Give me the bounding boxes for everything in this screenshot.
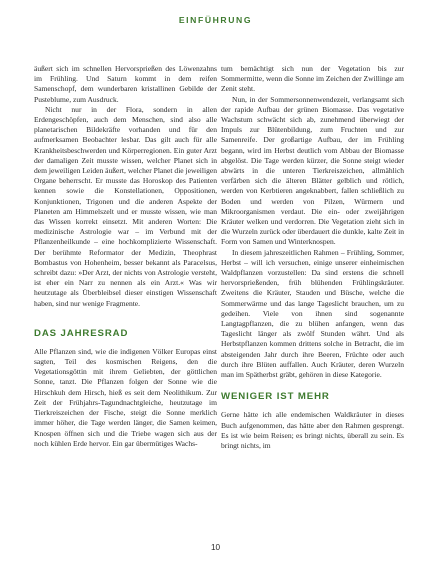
paragraph: In diesem jahreszeitlichen Rahmen – Frühling, Sommer, Herbst – will ich versuchen, einige unserer einheimischen Waldpflanzen vorzustellen: Da sind erstens die schnell hervorsprießenden, früh blühenden Frühlingskräuter. Zweitens die Kräuter, Stauden und Büsche, welche die Sommerwärme und das lange Tageslicht brauchen, um zu gedeihen. Viele von ihnen sind sogenannte Langtagpflanzen, die zu blühen anfangen, wenn das Tageslicht länger als zwölf Stunden währt. Und als Herbstpflanzen kommen drittens solche in Betracht, die im absteigenden Jahr durch ihre Beeren, Früchte oder auch durch ihre Blüten auffallen. Auch Kräuter, deren Wurzeln man im Spätherbst gräbt, gehören in diese Kategorie. — [221, 247, 404, 380]
paragraph: äußert sich im schnellen Hervorsprießen des Löwenzahns im Frühling. Und Saturn kommt in dem reifen Samenschopf, dem wunderbaren kristallinen Gebilde der Pusteblume, zum Ausdruck. — [34, 64, 217, 104]
paragraph: Gerne hätte ich alle endemischen Waldkräuter in dieses Buch aufgenommen, das hätte aber den Rahmen gesprengt. Es ist wie beim Reisen; es bringt nichts, überall zu sein. Es bringt nichts, im — [221, 410, 404, 450]
running-head: EINFÜHRUNG — [178, 15, 253, 25]
page-number: 10 — [210, 543, 221, 552]
section-heading-weniger-ist-mehr: WENIGER IST MEHR — [221, 391, 330, 403]
paragraph: Nicht nur in der Flora, sondern in allen Erdengeschöpfen, auch dem Menschen, sind also alle planetarischen Bildekräfte vorhanden und für den aufmerksamen Beobachter lesbar. Das gilt auch für alle Krankheitsbeschwerden und Körperregionen. Ein guter Arzt der damaligen Zeit musste wissen, welcher Planet sich in dem jeweiligen Leiden äußert, welcher Planet die jeweiligen Organe beherrscht. Er musste das Horoskop des Patienten kennen sowie die Konstellationen, Oppositionen, Konjunktionen, Trigonen und die anderen Aspekte der Planeten am Himmelszelt und er musste wissen, wie man das Wissen korrekt einsetzt. Mit anderen Worten: Die medizinische Astrologie war – im Verbund mit der Pflanzenheilkunde – eine hochkomplizierte Wissenschaft. Der berühmte Reformator der Medizin, Theophrast Bombastus von Hohenheim, besser bekannt als Paracelsus, schreibt dazu: »Der Arzt, der nichts von Astrologie versteht, ist eher ein Narr zu nennen als ein Arzt.« Was wir heutzutage als Überbleibsel dieser einstigen Wissenschaft haben, sind nur wenige Fragmente. — [34, 104, 217, 308]
paragraph: Nun, in der Sommersonnenwendezeit, verlangsamt sich der rapide Aufbau der grünen Biomasse. Das vegetative Wachstum schwächt sich ab, zunehmend überwiegt der Impuls zur Blütenbildung, zum Fruchten und zur Samenreife. Der großartige Aufbau, der im Frühling begann, wird im Herbst deutlich vom Abbau der Biomasse abgelöst. Die Tage werden kürzer, die Sonne steigt wieder abwärts in die unteren Tierkreiszeichen, allmählich verfärben sich die älteren Blätter gelblich und rötlich, werden von Kerbtieren angeknabbert, fallen schließlich zu Boden und werden von Pilzen, Würmern und Mikroorganismen verdaut. Die ein- oder zweijährigen Kräuter welken und verdorren. Die Vegetation zieht sich in die Wurzeln zurück oder überdauert die dunkle, kalte Zeit in Form von Samen und Winterknospen. — [221, 94, 404, 247]
paragraph: tum bemächtigt sich nun der Vegetation bis zur Sommermitte, wenn die Sonne im Zeichen der Zwillinge am Zenit steht. — [221, 64, 404, 94]
section-heading-jahresrad: DAS JAHRESRAD — [34, 327, 129, 339]
left-column — [34, 64, 217, 449]
paragraph: Alle Pflanzen sind, wie die indigenen Völker Europas einst sagten, Teil des kosmischen Reigens, den die Vegetationsgöttin mit ihrem Geliebten, der göttlichen Sonne, tanzt. Die Pflanzen folgen der Sonne wie die Hirschkuh dem Hirsch, hieß es seit dem Neolithikum. Zur Zeit der Frühjahrs-Tagundnachtgleiche, heutzutage im Tierkreiszeichen der Fische, steigt die Sonne merklich immer höher, die Tage werden länger, die Samen keimen, Knospen öffnen sich und die Triebe wagen sich aus der noch kühlen Erde hervor. Ein gar übermütiges Wachs- — [34, 346, 217, 448]
right-column — [221, 64, 404, 451]
